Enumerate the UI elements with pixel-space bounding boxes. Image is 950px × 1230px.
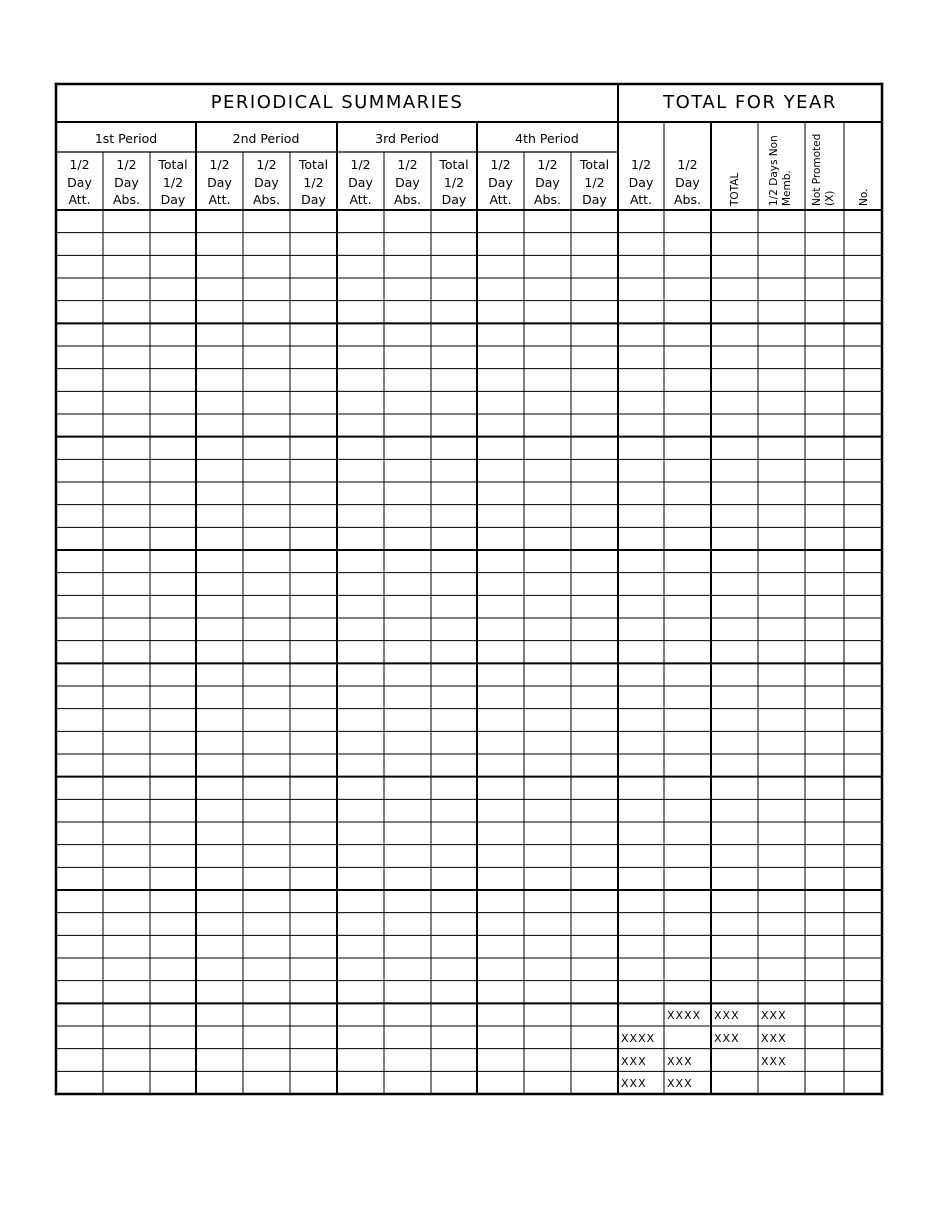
not-promoted-label-line1: Not Promoted: [811, 133, 823, 206]
sub-column-header-line: 1/2: [630, 157, 652, 172]
excluded-cell-mark: XXX: [761, 1054, 787, 1068]
sub-column-header-line: Abs.: [674, 192, 701, 207]
sub-column-header-line: Abs.: [253, 192, 280, 207]
sub-column-header-line: Total: [158, 157, 188, 172]
sub-column-header-line: Day: [488, 174, 513, 190]
sub-column-header-line: Abs.: [394, 192, 421, 207]
sub-column-header-line: Att.: [489, 192, 512, 207]
sub-column-header: [488, 156, 513, 209]
sub-column-header: [158, 156, 187, 209]
excluded-cell-mark: XXX: [714, 1009, 740, 1023]
sub-column-header-line: Day: [301, 192, 326, 207]
sub-column-header-line: 1/2: [584, 174, 605, 190]
total-column-label: TOTAL: [729, 172, 741, 206]
sub-column-header-line: 1/2: [350, 157, 371, 172]
sub-column-header: [348, 156, 373, 209]
excluded-cell-mark: XXX: [714, 1032, 740, 1045]
sub-column-header: [253, 156, 280, 209]
sub-column-header-line: Total: [298, 157, 329, 172]
excluded-cell-mark: XXX: [761, 1009, 787, 1023]
sub-column-header-line: Day: [160, 192, 186, 207]
sub-column-header-line: Att.: [208, 192, 231, 207]
sub-column-header-line: 1/2: [397, 157, 418, 172]
sub-column-header-line: Abs.: [113, 192, 140, 207]
sub-column-header: [67, 156, 92, 209]
sub-column-header: [113, 156, 140, 209]
excluded-cell-mark: XXX: [667, 1054, 693, 1068]
excluded-cell-mark: XXX: [761, 1032, 787, 1045]
sub-column-header-line: Day: [441, 192, 467, 207]
sub-column-header-line: Att.: [68, 192, 91, 207]
sub-column-header-line: Day: [395, 174, 420, 190]
sub-column-header-line: Day: [675, 174, 700, 190]
sub-column-header-line: 1/2: [116, 157, 137, 172]
period-label: 4th Period: [515, 131, 579, 146]
sub-column-header: [629, 156, 654, 209]
excluded-cell-mark: XXX: [621, 1077, 647, 1091]
half-days-non-memb-label-line2: Memb.: [781, 170, 793, 206]
sub-column-header: [534, 156, 561, 209]
sub-column-header-line: 1/2: [69, 157, 90, 172]
sub-column-header-line: Day: [67, 174, 92, 190]
periodical-summaries-title: PERIODICAL SUMMARIES: [210, 92, 464, 113]
sub-column-header-line: Att.: [629, 192, 653, 207]
sub-column-header-line: Day: [628, 174, 654, 190]
sub-column-header-line: Att.: [349, 192, 372, 207]
sub-column-header-line: 1/2: [303, 174, 324, 190]
period-label: 1st Period: [94, 131, 158, 146]
not-promoted-label-line2: (X): [824, 190, 836, 206]
sub-column-header-line: 1/2: [209, 157, 230, 172]
sub-column-header: [394, 156, 421, 209]
period-label: 3rd Period: [375, 131, 439, 146]
sub-column-header-line: Day: [207, 174, 232, 190]
sub-column-header-line: 1/2: [537, 157, 558, 172]
total-for-year-title: TOTAL FOR YEAR: [663, 92, 837, 113]
sub-column-header: [439, 156, 468, 209]
sub-column-header-line: Day: [254, 174, 279, 190]
half-days-non-memb-label-line1: 1/2 Days Non: [768, 135, 780, 206]
sub-column-header-line: 1/2: [256, 157, 277, 172]
sub-column-header: [580, 156, 609, 209]
excluded-cell-mark: XXX: [621, 1054, 647, 1068]
sub-column-header-line: Total: [439, 157, 469, 172]
sub-column-header: [207, 156, 232, 209]
sub-column-header-line: 1/2: [677, 157, 698, 172]
sub-column-header-line: Day: [535, 174, 560, 190]
excluded-cell-mark: XXX: [667, 1077, 693, 1091]
sub-column-header-line: Day: [348, 174, 373, 190]
sub-column-header-line: 1/2: [490, 157, 511, 172]
sub-column-header-line: 1/2: [162, 174, 184, 190]
sub-column-header-line: Total: [579, 157, 610, 172]
sub-column-header: [299, 156, 328, 209]
period-label: 2nd Period: [232, 131, 300, 146]
sub-column-header-line: 1/2: [443, 174, 465, 190]
sub-column-header-line: Day: [582, 192, 607, 207]
sub-column-header-line: Day: [114, 174, 139, 190]
number-column-label: No.: [858, 188, 870, 206]
sub-column-header: [674, 156, 701, 209]
excluded-cell-mark: XXXX: [621, 1032, 656, 1045]
excluded-cell-mark: XXXX: [667, 1009, 702, 1023]
sub-column-header-line: Abs.: [534, 192, 561, 207]
